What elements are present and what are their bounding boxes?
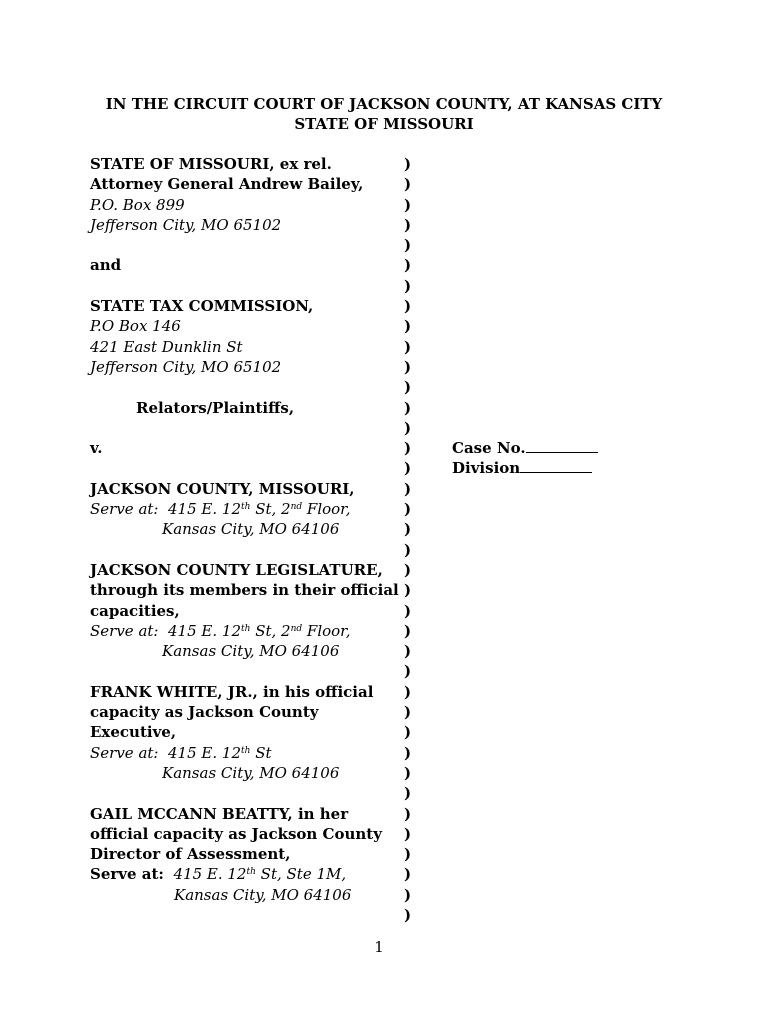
caption-paren: ) [404, 723, 412, 742]
versus-text: v. [90, 439, 103, 458]
stc-address1: P.O Box 146 [90, 317, 181, 336]
division-blank [520, 458, 592, 473]
caption-paren: ) [404, 520, 412, 539]
court-header-line2: STATE OF MISSOURI [294, 115, 474, 133]
legislature-line2: through its members in their official [90, 581, 399, 600]
caption-paren: ) [404, 256, 412, 275]
state-address1: P.O. Box 899 [90, 195, 185, 214]
legislature-serve: Serve at: 415 E. 12th St, 2nd Floor, [90, 621, 351, 640]
caption-paren: ) [404, 195, 412, 214]
attorney-general: Attorney General Andrew Bailey, [90, 175, 364, 194]
caption-paren: ) [404, 297, 412, 316]
court-header-line1: IN THE CIRCUIT COURT OF JACKSON COUNTY, AT KANSAS CITY [105, 95, 663, 113]
stc-name: STATE TAX COMMISSION, [90, 297, 314, 316]
case-caption-parties [90, 154, 405, 905]
spacer [90, 458, 405, 478]
caption-paren: ) [404, 418, 412, 437]
relators-plaintiffs: Relators/Plaintiffs, [136, 398, 295, 417]
caption-paren: ) [404, 560, 412, 579]
caption-paren: ) [404, 398, 412, 417]
caption-paren: ) [404, 540, 412, 559]
spacer [90, 540, 405, 560]
executive-serve: Serve at: 415 E. 12th St [90, 743, 272, 762]
case-number-line: Case No. [452, 438, 598, 458]
caption-paren: ) [404, 276, 412, 295]
caption-paren: ) [404, 175, 412, 194]
case-number-blank [526, 438, 598, 453]
stc-address2: 421 East Dunklin St [90, 337, 243, 356]
spacer [90, 235, 405, 255]
case-info [452, 438, 598, 479]
caption-paren: ) [404, 824, 412, 843]
jackson-county-name: JACKSON COUNTY, MISSOURI, [90, 479, 355, 498]
stc-address3: Jefferson City, MO 65102 [90, 357, 282, 376]
caption-paren: ) [404, 459, 412, 478]
caption-paren: ) [404, 378, 412, 397]
caption-paren: ) [404, 682, 412, 701]
caption-paren: ) [404, 337, 412, 356]
assessment-name: GAIL MCCANN BEATTY, in her [90, 804, 349, 823]
executive-line2: capacity as Jackson County [90, 703, 319, 722]
legislature-line3: capacities, [90, 601, 180, 620]
jackson-county-serve: Serve at: 415 E. 12th St, 2nd Floor, [90, 500, 351, 519]
assessment-serve: Serve at: 415 E. 12th St, Ste 1M, [90, 865, 347, 884]
assessment-serve-city: Kansas City, MO 64106 [174, 885, 352, 904]
spacer [90, 418, 405, 438]
executive-name: FRANK WHITE, JR., in his official [90, 682, 374, 701]
jackson-county-serve-city: Kansas City, MO 64106 [162, 520, 340, 539]
spacer [90, 783, 405, 803]
caption-paren: ) [404, 642, 412, 661]
caption-paren: ) [404, 784, 412, 803]
page-number: 1 [374, 938, 384, 956]
division-line: Division [452, 458, 598, 478]
and-text: and [90, 256, 122, 275]
spacer [90, 661, 405, 681]
executive-serve-city: Kansas City, MO 64106 [162, 763, 340, 782]
legislature-serve-city: Kansas City, MO 64106 [162, 642, 340, 661]
caption-paren: ) [404, 215, 412, 234]
caption-paren: ) [404, 439, 412, 458]
spacer [90, 276, 405, 296]
caption-paren: ) [404, 479, 412, 498]
caption-paren: ) [404, 621, 412, 640]
state-address2: Jefferson City, MO 65102 [90, 215, 282, 234]
caption-paren: ) [404, 905, 412, 924]
state-name: STATE OF MISSOURI, ex rel. [90, 155, 332, 173]
assessment-line2: official capacity as Jackson County [90, 824, 382, 843]
spacer [90, 377, 405, 397]
caption-paren: ) [404, 357, 412, 376]
executive-line3: Executive, [90, 723, 177, 742]
caption-paren: ) [404, 581, 412, 600]
caption-paren: ) [404, 743, 412, 762]
assessment-line3: Director of Assessment, [90, 845, 291, 864]
caption-paren: ) [404, 601, 412, 620]
caption-paren: ) [404, 845, 412, 864]
caption-parentheses-column [404, 154, 416, 925]
caption-paren: ) [404, 317, 412, 336]
caption-paren: ) [404, 865, 412, 884]
caption-paren: ) [404, 804, 412, 823]
caption-paren: ) [404, 703, 412, 722]
caption-paren: ) [404, 763, 412, 782]
caption-paren: ) [404, 155, 412, 173]
caption-paren: ) [404, 885, 412, 904]
caption-paren: ) [404, 500, 412, 519]
legislature-name: JACKSON COUNTY LEGISLATURE, [90, 560, 383, 579]
caption-paren: ) [404, 236, 412, 255]
caption-paren: ) [404, 662, 412, 681]
